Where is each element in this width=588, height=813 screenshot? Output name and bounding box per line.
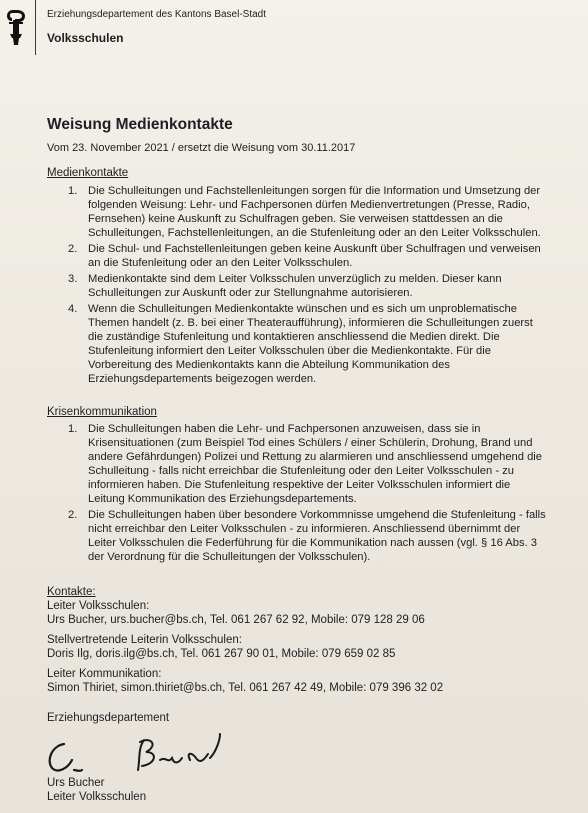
signer-block (47, 776, 146, 804)
signer-role: Leiter Volksschulen (47, 791, 147, 803)
document-title: Weisung Medienkontakte (47, 116, 233, 133)
list-item: 2. Die Schul- und Fachstellenleitungen geben keine Auskunft über Schulfragen und verweisen an die Stufenleitung oder an den Leiter Volksschulen. (68, 243, 541, 269)
document-subtitle: Vom 23. November 2021 / ersetzt die Weisung vom 30.11.2017 (47, 142, 356, 154)
list-item: 1. Die Schulleitungen haben die Lehr- und Fachpersonen anzuweisen, dass sie in Krisensituationen (zum Beispiel Tod eines Schülers / einer Schülerin, Drohung, Brand und andere Gefährdungen) Polizei und Rettung zu alarmieren und anschliessend umgehend die Schulleitung - falls nicht erreichbar die Stufenleitung oder den Leiter Volksschulen - zu informieren haben. Die Stufenleitung respektive der Leiter Volksschulen informiert die Leitung Kommunikation des Erziehungsdepartements. (68, 423, 543, 505)
contacts-label: Kontakte: (47, 586, 96, 598)
contacts-block (47, 585, 443, 695)
contact-role: Leiter Kommunikation: (47, 668, 162, 680)
section-heading-medienkontakte: Medienkontakte (47, 167, 129, 179)
header-divider (35, 0, 36, 55)
signer-name: Urs Bucher (47, 777, 105, 789)
basel-staff-crest-icon (6, 8, 28, 46)
contact-details: Urs Bucher, urs.bucher@bs.ch, Tel. 061 267 62 92, Mobile: 079 128 29 06 (47, 614, 425, 626)
closing-department: Erziehungsdepartement (47, 712, 170, 724)
handwritten-signature (40, 730, 250, 780)
list-item: 2. Die Schulleitungen haben über besondere Vorkommnisse umgehend die Stufenleitung - falls nicht erreichbar den Leiter Volksschulen - zu informieren. Anschliessend übernimmt der Leiter Volksschulen die Federführung für die Kommunikation nach aussen (vgl. § 16 Abs. 3 der Verordnung für die Schulleitungen der Volksschulen). (68, 509, 546, 563)
contact-role: Stellvertretende Leiterin Volksschulen: (47, 634, 242, 646)
section-heading-krisenkommunikation: Krisenkommunikation (47, 406, 157, 418)
list-item: 3. Medienkontakte sind dem Leiter Volksschulen unverzüglich zu melden. Dieser kann Schulleitungen zur Auskunft oder zur Stellungnahme autorisieren. (68, 273, 502, 299)
department-name: Erziehungsdepartement des Kantons Basel-Stadt (47, 9, 267, 20)
krisenkommunikation-list (68, 422, 548, 566)
contact-role: Leiter Volksschulen: (47, 600, 150, 612)
contact-details: Simon Thiriet, simon.thiriet@bs.ch, Tel. 061 267 42 49, Mobile: 079 396 32 02 (47, 682, 444, 694)
contact-details: Doris Ilg, doris.ilg@bs.ch, Tel. 061 267 90 01, Mobile: 079 659 02 85 (47, 648, 396, 660)
list-item: 4. Wenn die Schulleitungen Medienkontakte wünschen und es sich um unproblematische Themen handelt (z. B. bei einer Theateraufführung), informieren die Schulleitungen zuerst die zuständige Stufenleitung und kontaktieren anschliessend die Medien direkt. Die Stufenleitung informiert den Leiter Volksschulen über die Medienkontakte. Für die Vorbereitung des Medienkontakts kann die Abteilung Kommunikation des Erziehungsdepartements beigezogen werden. (68, 303, 533, 385)
unit-name: Volksschulen (47, 31, 124, 45)
medienkontakte-list (68, 184, 548, 388)
list-item: 1. Die Schulleitungen und Fachstellenleitungen sorgen für die Information und Umsetzung der folgenden Weisung: Lehr- und Fachpersonen dürfen Medienvertretungen (Presse, Radio, Fernsehen) keine Auskunft zu Schulfragen geben. Sie verweisen stattdessen an die Schulleitungen, Fachstellenleitungen, an die Stufenleitung oder an den Leiter Volksschulen. (68, 185, 541, 239)
